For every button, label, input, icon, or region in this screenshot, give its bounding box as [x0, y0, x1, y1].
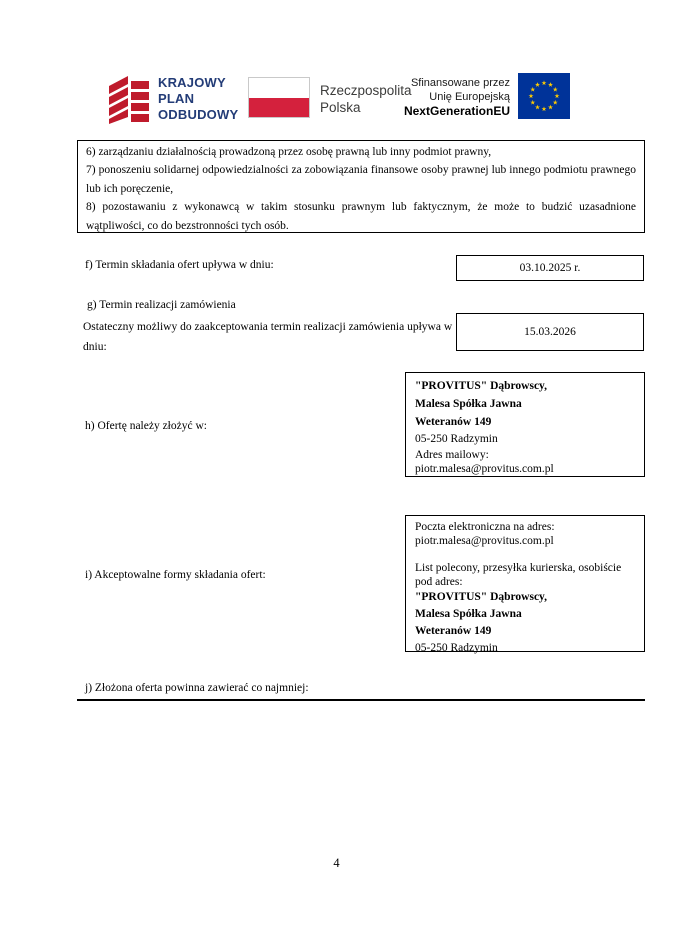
- conditions-box: [77, 140, 645, 233]
- page-number: 4: [333, 856, 340, 870]
- kpo-logo-line: ODBUDOWY: [158, 107, 239, 122]
- email-address-line: piotr.malesa@provitus.com.pl: [415, 535, 554, 547]
- offer-deadline-date: 03.10.2025 r.: [519, 262, 581, 274]
- email-option-label: Poczta elektroniczna na adres:: [415, 521, 555, 533]
- spacer: [415, 548, 635, 561]
- company-name-line: Malesa Spółka Jawna: [415, 608, 522, 620]
- eu-logo: [398, 73, 578, 125]
- city-line: 05-250 Radzymin: [415, 642, 498, 654]
- condition-item-6: 6) zarządzaniu działalnością prowadzoną przez osobę prawną lub inny podmiot prawny,: [86, 146, 492, 158]
- poland-flag-icon: [248, 77, 310, 118]
- email-label-line: Adres mailowy:: [415, 449, 489, 461]
- eu-logo-line: Sfinansowane przez: [410, 77, 510, 89]
- email-address-line: piotr.malesa@provitus.com.pl: [415, 463, 554, 475]
- eu-logo-text: [398, 76, 510, 118]
- poland-logo-line: Rzeczpospolita: [320, 83, 412, 98]
- city-line: 05-250 Radzymin: [415, 433, 498, 445]
- eu-logo-line: Unię Europejską: [429, 91, 510, 103]
- offer-deadline-value-box: [456, 255, 644, 281]
- realization-deadline-date: 15.03.2026: [524, 326, 576, 338]
- poland-logo: [248, 77, 412, 123]
- section-j-row: [77, 682, 645, 701]
- submission-address-box: [405, 372, 645, 477]
- accepted-forms-box: [405, 515, 645, 652]
- company-name-line: "PROVITUS" Dąbrowscy,: [415, 380, 548, 392]
- realization-deadline-value-box: [456, 313, 644, 351]
- street-line: Weteranów 149: [415, 625, 492, 637]
- section-h-label: h) Ofertę należy złożyć w:: [85, 420, 207, 432]
- kpo-logo: [107, 72, 247, 126]
- condition-item-8: 8) pozostawaniu z wykonawcą w takim stosunku prawnym lub faktycznym, że może to budzić uzasadnione wątpliwości, co do bezstronności tych osób.: [86, 201, 636, 232]
- eu-logo-nextgeneu: NextGenerationEU: [403, 104, 510, 118]
- company-name-line: "PROVITUS" Dąbrowscy,: [415, 591, 548, 603]
- kpo-logo-line: KRAJOWY: [158, 75, 226, 90]
- postal-option-label: List polecony, przesyłka kurierska, osobiście pod adres:: [415, 562, 622, 588]
- condition-item-7: 7) ponoszeniu solidarnej odpowiedzialności za zobowiązania finansowe osoby prawnej lub innego podmiotu prawnego lub ich poręczenie,: [86, 164, 636, 195]
- section-f-label: f) Termin składania ofert upływa w dniu:: [85, 259, 274, 271]
- eu-flag-icon: [518, 73, 570, 124]
- kpo-logo-icon: [107, 73, 153, 130]
- section-g-label: Ostateczny możliwy do zaakceptowania termin realizacji zamówienia upływa w dniu:: [83, 321, 453, 353]
- street-line: Weteranów 149: [415, 416, 492, 428]
- section-g-heading: g) Termin realizacji zamówienia: [87, 299, 236, 311]
- kpo-logo-text: [158, 75, 238, 123]
- poland-logo-line: Polska: [320, 100, 361, 115]
- section-j-label: j) Złożona oferta powinna zawierać co najmniej:: [85, 682, 309, 694]
- section-i-label: i) Akceptowalne formy składania ofert:: [85, 569, 266, 581]
- kpo-logo-line: PLAN: [158, 91, 195, 106]
- poland-flag-red-stripe: [249, 98, 309, 118]
- company-name-line: Malesa Spółka Jawna: [415, 398, 522, 410]
